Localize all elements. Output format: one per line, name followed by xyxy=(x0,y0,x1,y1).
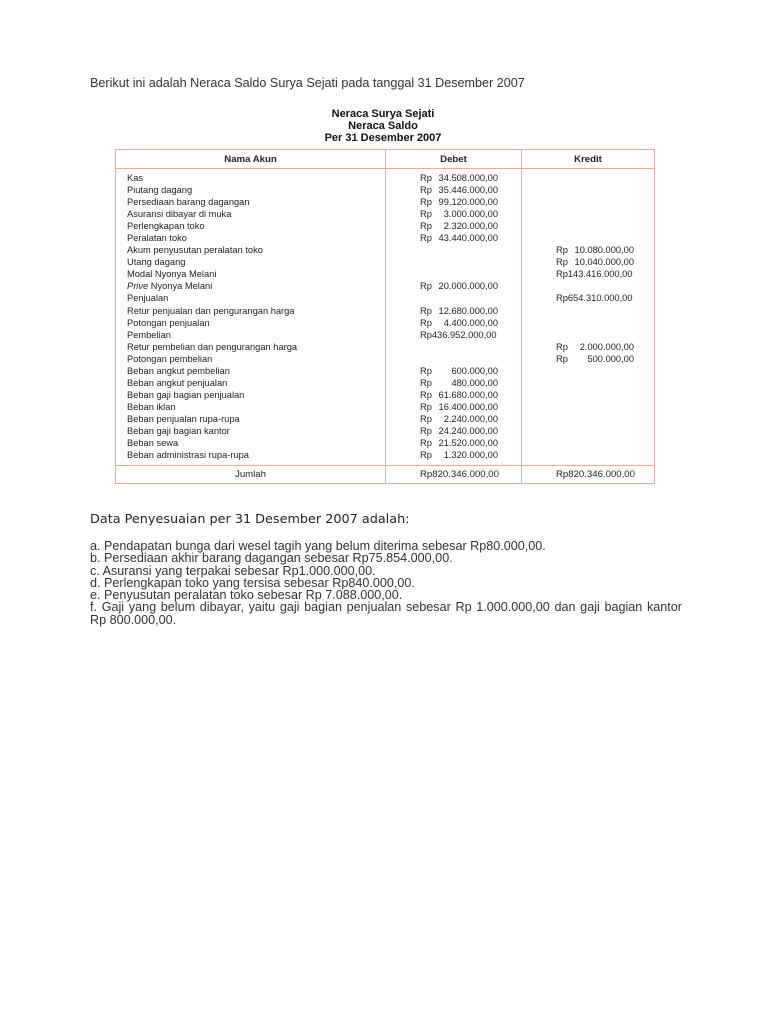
credit-amount: Rp 2.000.000,00 xyxy=(556,341,634,352)
debit-amount: Rp 600.000,00 xyxy=(420,365,498,376)
debit-amount: Rp 24.240.000,00 xyxy=(420,425,498,436)
credit-amount xyxy=(522,329,654,341)
debit-amount: Rp 3.000.000,00 xyxy=(420,209,498,220)
account-name: Persediaan barang dagangan xyxy=(127,197,250,208)
credit-amount xyxy=(522,389,654,401)
credit-amount xyxy=(522,208,654,220)
debit-amount: Rp 1.320.000,00 xyxy=(420,450,498,461)
credit-amount: Rp 500.000,00 xyxy=(556,353,634,364)
credit-amount xyxy=(522,449,654,461)
credit-amount xyxy=(522,232,654,244)
credit-amount xyxy=(522,172,654,184)
account-name: Potongan pembelian xyxy=(127,353,213,364)
adjustment-item: e. Penyusutan peralatan toko sebesar Rp 7.088.000,00. xyxy=(90,588,403,603)
account-name: Kas xyxy=(127,173,144,183)
debit-amount: Rp 99.120.000,00 xyxy=(420,197,498,208)
debit-amount: Rp 436.952.000,00 xyxy=(420,329,497,340)
account-name: Penjualan xyxy=(127,293,169,304)
account-name: Prive Nyonya Melani xyxy=(127,281,213,292)
header-kredit: Kredit xyxy=(522,150,655,169)
debit-amount: Rp 480.000,00 xyxy=(420,377,498,388)
debit-amount: Rp 20.000.000,00 xyxy=(420,281,498,292)
debit-amount: Rp 4.400.000,00 xyxy=(420,317,498,328)
account-name: Beban gaji bagian penjualan xyxy=(127,389,245,400)
credit-amount xyxy=(522,377,654,389)
debit-amount: Rp 12.680.000,00 xyxy=(420,305,498,316)
account-name: Beban sewa xyxy=(127,438,179,449)
adjustment-list xyxy=(90,540,682,626)
trial-balance-table xyxy=(115,149,655,484)
report-period: Per 31 Desember 2007 xyxy=(324,132,442,144)
credit-amount xyxy=(522,280,654,292)
debit-amount: Rp 43.440.000,00 xyxy=(420,233,498,244)
debit-amount xyxy=(386,268,521,280)
account-name-column xyxy=(116,169,386,466)
account-name: Akum penyusutan peralatan toko xyxy=(127,245,263,256)
credit-amount: Rp 143.416.000,00 xyxy=(556,269,633,280)
debit-amount xyxy=(386,353,521,365)
adjustment-item: c. Asuransi yang terpakai sebesar Rp1.000.000,00. xyxy=(90,563,376,578)
credit-amount xyxy=(522,317,654,329)
adjustment-item: f. Gaji yang belum dibayar, yaitu gaji bagian penjualan sebesar Rp 1.000.000,00 dan gaji bagian kantor Rp 800.000,00. xyxy=(90,600,682,627)
account-name: Potongan penjualan xyxy=(127,317,210,328)
credit-amount: Rp 10.080.000,00 xyxy=(556,245,634,256)
account-name: Utang dagang xyxy=(127,257,186,268)
debit-amount: Rp 2.240.000,00 xyxy=(420,413,498,424)
credit-amount xyxy=(522,413,654,425)
adjustment-item: d. Perlengkapan toko yang tersisa sebesar Rp840.000,00. xyxy=(90,575,415,590)
account-name: Beban penjualan rupa-rupa xyxy=(127,413,240,424)
debit-amount: Rp 16.400.000,00 xyxy=(420,401,498,412)
credit-amount xyxy=(522,425,654,437)
account-name: Retur pembelian dan pengurangan harga xyxy=(127,341,298,352)
header-debet: Debet xyxy=(386,150,522,169)
debit-amount xyxy=(386,256,521,268)
adjustment-heading: Data Penyesuaian per 31 Desember 2007 adalah: xyxy=(90,512,410,527)
total-label: Jumlah xyxy=(116,466,386,484)
debit-amount xyxy=(386,244,521,256)
debit-amount xyxy=(386,292,521,304)
account-name: Beban angkut pembelian xyxy=(127,365,230,376)
account-name: Asuransi dibayar di muka xyxy=(127,209,232,220)
account-name: Beban iklan xyxy=(127,401,176,412)
account-name: Pembelian xyxy=(127,329,171,340)
debit-column xyxy=(386,169,522,466)
account-name: Peralatan toko xyxy=(127,233,187,244)
account-name: Modal Nyonya Melani xyxy=(127,269,217,280)
debit-amount: Rp 35.446.000,00 xyxy=(420,185,498,196)
debit-amount: Rp 34.508.000,00 xyxy=(420,173,498,183)
account-name: Piutang dagang xyxy=(127,185,193,196)
credit-amount xyxy=(522,401,654,413)
report-subtitle: Neraca Saldo xyxy=(348,120,418,132)
credit-amount: Rp 654.310.000,00 xyxy=(556,293,633,304)
debit-amount: Rp 21.520.000,00 xyxy=(420,438,498,449)
credit-amount xyxy=(522,437,654,449)
intro-text: Berikut ini adalah Neraca Saldo Surya Sejati pada tanggal 31 Desember 2007 xyxy=(90,76,525,90)
account-name: Retur penjualan dan pengurangan harga xyxy=(127,305,295,316)
debit-amount: Rp 61.680.000,00 xyxy=(420,389,498,400)
credit-column xyxy=(522,169,655,466)
credit-amount: Rp 10.040.000,00 xyxy=(556,257,634,268)
account-name: Perlengkapan toko xyxy=(127,221,205,232)
report-title: Neraca Surya Sejati xyxy=(331,108,435,120)
account-name: Beban gaji bagian kantor xyxy=(127,425,230,436)
credit-amount xyxy=(522,196,654,208)
credit-amount xyxy=(522,305,654,317)
adjustment-item: a. Pendapatan bunga dari wesel tagih yang belum diterima sebesar Rp80.000,00. xyxy=(90,539,546,553)
account-name: Beban administrasi rupa-rupa xyxy=(127,450,249,461)
credit-amount xyxy=(522,184,654,196)
total-credit: Rp820.346.000,00 xyxy=(522,466,655,484)
account-name: Beban angkut penjualan xyxy=(127,377,228,388)
debit-amount: Rp 2.320.000,00 xyxy=(420,221,498,232)
adjustment-item: b. Persediaan akhir barang dagangan sebesar Rp75.854.000,00. xyxy=(90,551,453,566)
header-nama-akun: Nama Akun xyxy=(116,150,386,169)
total-debit: Rp820.346.000,00 xyxy=(386,466,522,484)
debit-amount xyxy=(386,341,521,353)
credit-amount xyxy=(522,220,654,232)
credit-amount xyxy=(522,365,654,377)
